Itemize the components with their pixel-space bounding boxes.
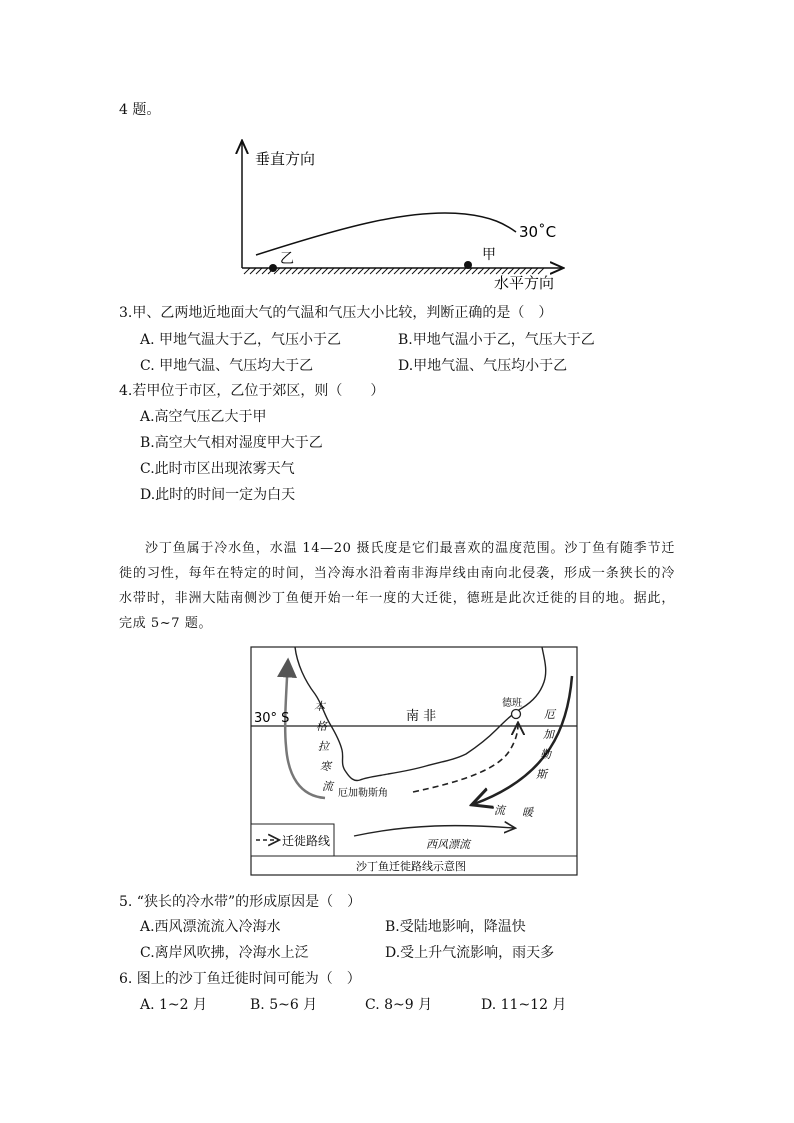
benguela-char-3: 拉 <box>318 740 329 753</box>
point-a-label: 甲 <box>482 247 496 263</box>
q5-option-c[interactable]: C.离岸风吹拂，冷海水上泛 <box>140 945 309 961</box>
agulhas-char-3: 勒 <box>540 748 551 761</box>
q6-option-d[interactable]: D. 11~12 月 <box>481 997 567 1013</box>
durban-marker <box>512 710 521 719</box>
passage-text: 沙丁鱼属于冷水鱼，水温 14—20 摄氏度是它们最喜欢的温度范围。沙丁鱼有随季节迁徙的习性，每年在特定的时间，当冷海水沿着南非海岸线由南向北侵袭，形成一条狭长的冷水带时，非洲大陆南侧沙丁鱼便开始一年一度的大迁徙，德班是此次迁徙的目的地。据此，完成 5~7 题。 <box>119 541 675 631</box>
q3-option-a[interactable]: A. 甲地气温大于乙，气压小于乙 <box>140 332 342 348</box>
agulhas-char-6: 流 <box>494 804 505 817</box>
benguela-char-1: 本 <box>314 700 325 713</box>
agulhas-char-4: 斯 <box>536 768 547 781</box>
q4-option-a[interactable]: A.高空气压乙大于甲 <box>140 409 267 425</box>
benguela-char-5: 流 <box>322 780 333 793</box>
q5-option-d[interactable]: D.受上升气流影响，雨天多 <box>385 945 555 961</box>
country-label: 南 非 <box>406 709 437 724</box>
x-axis-label: 水平方向 <box>494 274 555 292</box>
q4-stem: 4.若甲位于市区，乙位于郊区，则（ ） <box>119 383 385 399</box>
question-ref: 4 题。 <box>119 102 161 118</box>
q6-option-c[interactable]: C. 8~9 月 <box>365 997 433 1013</box>
q5-stem: 5. “狭长的冷水带”的形成原因是（ ） <box>119 894 362 910</box>
q3-option-b[interactable]: B.甲地气温小于乙，气压大于乙 <box>398 332 595 348</box>
agulhas-char-1: 厄 <box>544 708 555 721</box>
agulhas-char-5: 暖 <box>522 806 533 819</box>
westwind-label: 西风漂流 <box>426 838 470 851</box>
q6-stem: 6. 图上的沙丁鱼迁徙时间可能为（ ） <box>119 971 361 987</box>
cape-label: 厄加勒斯角 <box>338 788 388 799</box>
q3-option-d[interactable]: D.甲地气温、气压均小于乙 <box>398 358 568 374</box>
point-b-label: 乙 <box>280 251 294 267</box>
isotherm-line <box>256 213 516 255</box>
durban-label: 德班 <box>502 698 522 709</box>
q4-option-d[interactable]: D.此时的时间一定为白天 <box>140 487 296 503</box>
q6-option-b[interactable]: B. 5~6 月 <box>250 997 318 1013</box>
q3-stem: 3.甲、乙两地近地面大气的气温和气压大小比较，判断正确的是（ ） <box>119 305 553 321</box>
agulhas-char-2: 加 <box>543 728 554 741</box>
q6-option-a[interactable]: A. 1~2 月 <box>140 997 208 1013</box>
map-caption: 沙丁鱼迁徙路线示意图 <box>356 860 466 873</box>
isotherm-label: 30˚C <box>519 223 557 241</box>
y-axis-label: 垂直方向 <box>255 150 316 168</box>
point-b-dot <box>269 264 277 272</box>
benguela-char-2: 格 <box>316 720 327 733</box>
q5-option-b[interactable]: B.受陆地影响，降温快 <box>385 919 526 935</box>
isotherm-diagram <box>230 138 570 293</box>
q4-option-c[interactable]: C.此时市区出现浓雾天气 <box>140 461 295 477</box>
q5-option-a[interactable]: A.西风漂流流入冷海水 <box>140 919 281 935</box>
benguela-char-4: 寒 <box>320 760 331 773</box>
sardine-migration-map <box>250 646 578 876</box>
point-a-dot <box>464 261 472 269</box>
q4-option-b[interactable]: B.高空大气相对湿度甲大于乙 <box>140 435 323 451</box>
q3-option-c[interactable]: C. 甲地气温、气压均大于乙 <box>140 358 314 374</box>
latitude-label: 30° S <box>254 711 290 726</box>
legend-label: 迁徙路线 <box>282 834 331 848</box>
